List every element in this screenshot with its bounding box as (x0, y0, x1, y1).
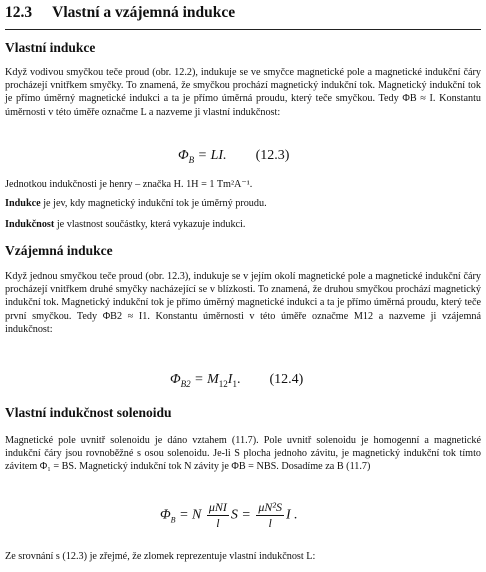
eq2-rhs-main: = M (190, 372, 219, 387)
equation-number: (12.3) (255, 148, 290, 163)
chapter-rule (5, 29, 481, 30)
eq2-dot: . (236, 372, 241, 387)
eq3-phi-sub: B (170, 515, 176, 525)
eq3-frac2-den: l (268, 516, 272, 530)
def-inductance-text: je vlastnost součástky, která vykazuje indukci. (54, 219, 246, 230)
eq-phi: Φ (178, 148, 189, 163)
def-induction-term: Indukce (5, 198, 41, 209)
chapter-header (5, 4, 481, 30)
definition-inductance (5, 218, 481, 231)
self-induction-paragraph: Když vodivou smyčkou teče proud (obr. 12.2), indukuje se ve smyčce magnetické pole a magnetické indukční čáry procházejí vnitřkem smyčky. To znamená, že smyčkou prochází magnetický indukční tok. Magnetický indukční tok je přímo úměrný magnetické indukci a ta je přímo úměrná proudu, který teče smyčkou. Tedy ΦB ≈ I. Konstantu úměrnosti v této úměře označme L a nazveme ji vlastní indukčnost: (5, 67, 481, 118)
eq3-frac1-den: l (216, 516, 220, 530)
eq2-phi: Φ (170, 372, 181, 387)
equation-12-3 (178, 148, 289, 165)
eq2-i: I (227, 372, 233, 387)
eq2-m-sub: 12 (218, 378, 228, 389)
eq3-frac1-num: μNI (208, 500, 227, 514)
section-heading-mutual-induction: Vzájemná indukce (5, 243, 113, 258)
eq3-fraction-1 (207, 500, 229, 531)
eq-rhs: = LI. (194, 148, 227, 163)
equation-number: (12.4) (269, 372, 304, 387)
solenoid-paragraph: Magnetické pole uvnitř solenoidu je dáno vztahem (11.7). Pole uvnitř solenoidu je homogenní a magnetické indukční čáry jsou rovnoběžné s osou solenoidu. Je-li S plocha jednoho závitu, je magnetický indukční tok tímto závitem Φ₁ = BS. Magnetický indukční tok N závity je ΦB = NBS. Dosadíme za B (11.7) (5, 435, 481, 473)
eq3-frac2-num: μN²S (258, 500, 282, 514)
eq2-phi-sub: B2 (180, 378, 191, 389)
eq2-i-sub: 1 (232, 378, 237, 389)
unit-line: Jednotkou indukčnosti je henry – značka H. 1H = 1 Tm²A⁻¹. (5, 179, 253, 190)
eq-phi-sub: B (188, 154, 195, 165)
chapter-number: 12.3 (5, 4, 33, 21)
section-heading-solenoid: Vlastní indukčnost solenoidu (5, 405, 172, 420)
chapter-title: Vlastní a vzájemná indukce (52, 4, 236, 21)
definition-induction (5, 197, 481, 210)
section-heading-self-induction: Vlastní indukce (5, 40, 96, 55)
def-induction-text: je jev, kdy magnetický indukční tok je úměrný proudu. (40, 198, 267, 209)
eq3-eq1: = N (175, 507, 202, 523)
equation-solenoid (160, 500, 298, 531)
eq3-mid: S = (230, 507, 255, 523)
eq3-phi: Φ (160, 507, 171, 523)
def-inductance-term: Indukčnost (5, 219, 55, 230)
solenoid-conclusion: Ze srovnání s (12.3) je zřejmé, že zlomek reprezentuje vlastní indukčnost L: (5, 551, 316, 562)
mutual-induction-paragraph: Když jednou smyčkou teče proud (obr. 12.3), indukuje se v jejím okolí magnetické pole a magnetické indukční čáry procházejí vnitřkem druhé smyčky nacházející se v blízkosti. To znamená, že druhou smyčkou prochází magnetický indukční tok. Magnetický indukční tok je přímo úměrný magnetické indukci a ta je přímo úměrná proudu, který teče první smyčkou. Tedy ΦB2 ≈ I1. Konstantu úměrnosti v této úměře označme M12 a nazveme ji vzájemná indukčnost: (5, 271, 481, 335)
equation-12-4 (170, 372, 303, 389)
eq3-tail: I . (285, 507, 298, 523)
eq3-fraction-2 (256, 500, 284, 531)
